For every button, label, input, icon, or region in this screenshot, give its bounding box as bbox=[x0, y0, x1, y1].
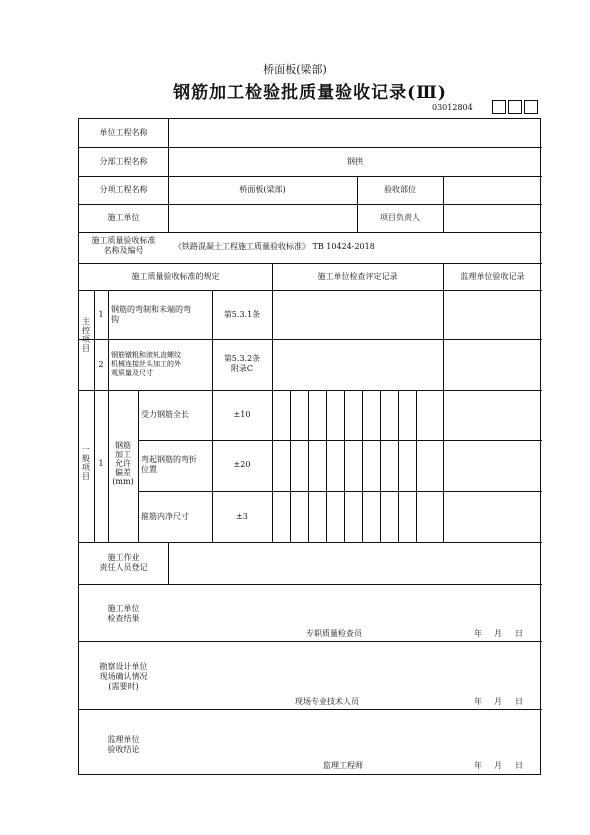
main-control-label: 主控项目 bbox=[82, 317, 90, 353]
supervision-line2: 验收结论 bbox=[107, 745, 140, 754]
subdivision-label: 分项工程名称 bbox=[99, 185, 148, 194]
main-item-1-line2: 钩 bbox=[111, 315, 119, 324]
inspection-form bbox=[78, 118, 541, 775]
column-header-supervision: 监理单位验收记录 bbox=[460, 272, 525, 281]
standard-value: 《铁路混凝土工程施工质量验收标准》 TB 10424-2018 bbox=[174, 242, 375, 251]
general-label: 一般项目 bbox=[82, 445, 90, 481]
document-number: 03012804 bbox=[432, 103, 473, 112]
main-item-1-no: 1 bbox=[98, 310, 104, 319]
standard-label-line2: 名称及编号 bbox=[103, 246, 144, 255]
date-year-2: 年 bbox=[474, 697, 482, 706]
qa-inspector-label: 专职质量检查员 bbox=[306, 629, 362, 638]
survey-line2: 现场确认情况 bbox=[99, 672, 148, 681]
column-header-construction-check: 施工单位检查评定记录 bbox=[317, 272, 398, 281]
worker-label-line2: 责任人员登记 bbox=[99, 563, 148, 572]
date-month-1: 月 bbox=[494, 629, 502, 638]
date-year-1: 年 bbox=[474, 629, 482, 638]
general-item-2-line2: 位置 bbox=[141, 465, 157, 474]
general-sub-label-2: 加工 bbox=[115, 450, 131, 459]
form-title: 钢筋加工检验批质量验收记录(Ⅲ) bbox=[173, 83, 447, 103]
main-item-1-line1: 钢筋的弯制和末端的弯 bbox=[111, 305, 191, 314]
standard-label-line1: 施工质量验收标准 bbox=[91, 236, 156, 245]
general-item-no: 1 bbox=[98, 459, 104, 468]
date-day-3: 日 bbox=[515, 761, 523, 770]
serial-box-3[interactable] bbox=[524, 100, 538, 114]
general-item-3-label: 箍筋内净尺寸 bbox=[141, 512, 189, 521]
supervision-line1: 监理单位 bbox=[107, 735, 140, 744]
general-item-2-tolerance: ±20 bbox=[233, 460, 251, 469]
date-month-3: 月 bbox=[494, 761, 502, 770]
project-leader-label: 项目负责人 bbox=[380, 213, 420, 222]
main-item-2-no: 2 bbox=[98, 360, 104, 369]
unit-project-label: 单位工程名称 bbox=[99, 128, 148, 137]
main-item-2-line1: 钢筋镦粗和滚轧直螺纹 bbox=[111, 351, 181, 359]
serial-box-1[interactable] bbox=[492, 100, 506, 114]
main-item-2-line3: 观质量及尺寸 bbox=[111, 369, 153, 377]
survey-line1: 勘察设计单位 bbox=[99, 662, 148, 671]
acceptance-part-label: 验收部位 bbox=[384, 185, 416, 194]
site-tech-label: 现场专业技术人员 bbox=[295, 697, 359, 706]
serial-box-2[interactable] bbox=[508, 100, 522, 114]
date-month-2: 月 bbox=[494, 697, 502, 706]
date-year-3: 年 bbox=[474, 761, 482, 770]
survey-line3: (需要时) bbox=[108, 682, 139, 691]
date-day-1: 日 bbox=[515, 629, 523, 638]
supervisor-label: 监理工程师 bbox=[323, 761, 363, 770]
general-item-1-tolerance: ±10 bbox=[233, 410, 251, 419]
division-field[interactable]: 钢拱 bbox=[347, 157, 363, 166]
main-item-2-line2: 机械连接丝头加工的外 bbox=[111, 360, 181, 368]
general-sub-label-3: 允许 bbox=[115, 459, 131, 468]
subdivision-field[interactable]: 桥面板(梁部) bbox=[239, 185, 286, 194]
column-header-spec: 施工质量验收标准的规定 bbox=[131, 272, 220, 281]
worker-label-line1: 施工作业 bbox=[107, 553, 140, 562]
general-sub-label-4: 偏差 bbox=[115, 468, 131, 477]
construction-result-line2: 检查结果 bbox=[107, 614, 140, 623]
general-item-3-tolerance: ±3 bbox=[236, 512, 248, 521]
construction-result-line1: 施工单位 bbox=[107, 604, 140, 613]
general-sub-label-5: (mm) bbox=[112, 477, 134, 486]
general-item-2-line1: 弯起钢筋的弯折 bbox=[141, 455, 197, 464]
date-day-2: 日 bbox=[515, 697, 523, 706]
general-item-1-label: 受力钢筋全长 bbox=[141, 410, 189, 419]
division-label: 分部工程名称 bbox=[99, 157, 148, 166]
main-item-2-clause: 第5.3.2条 bbox=[223, 354, 261, 363]
general-sub-label-1: 钢筋 bbox=[115, 441, 131, 450]
construction-unit-label: 施工单位 bbox=[107, 213, 140, 222]
main-item-2-clause-appendix: 附录C bbox=[230, 364, 254, 373]
form-subtitle: 桥面板(梁部) bbox=[263, 63, 327, 76]
main-item-1-clause: 第5.3.1条 bbox=[223, 310, 261, 319]
